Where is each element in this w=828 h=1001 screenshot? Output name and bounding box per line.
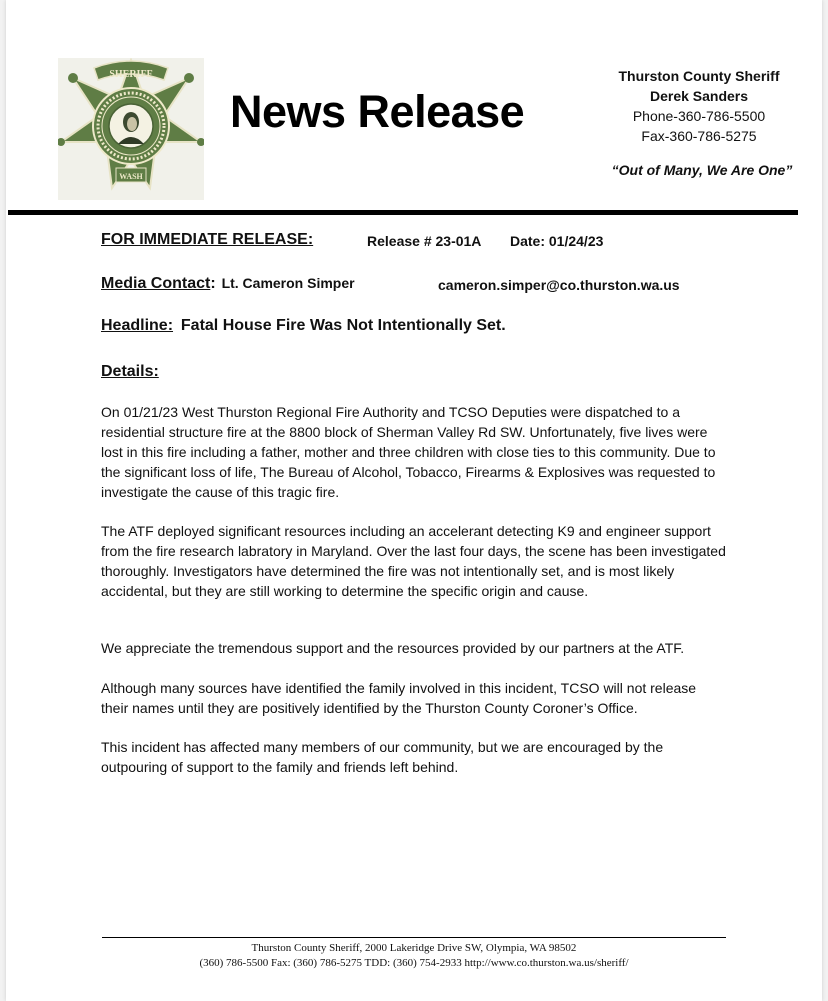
details-heading: Details: bbox=[101, 363, 159, 380]
details-paragraph-5: This incident has affected many members of our community, but we are encouraged by the outpouring of support to the family and friends left behind. bbox=[101, 739, 664, 775]
details-paragraph-4: Although many sources have identified the family involved in this incident, TCSO will not release their names until they are positively identified by the Thurston County Coroner’s Office. bbox=[101, 680, 697, 716]
details-paragraph-1: On 01/21/23 West Thurston Regional Fire Authority and TCSO Deputies were dispatched to a residential structure fire at the 8800 block of Sherman Valley Rd SW. Unfortunately, five lives were lost in this fire including a father, mother and three children with close ties to this community. Due to the significant loss of life, The Bureau of Alcohol, Tobacco, Firearms & Explosives was requested to investigate the cause of this tragic fire. bbox=[101, 404, 716, 500]
media-contact-name: Lt. Cameron Simper bbox=[221, 275, 355, 291]
details-heading-wrap bbox=[101, 363, 159, 381]
sheriff-contact-block bbox=[594, 66, 804, 146]
sheriff-phone: Phone-360-786-5500 bbox=[632, 108, 766, 124]
release-label: FOR IMMEDIATE RELEASE: bbox=[101, 231, 314, 248]
footer bbox=[102, 941, 726, 971]
media-contact-label-wrap bbox=[101, 275, 355, 293]
badge-top-text: SHERIFF bbox=[109, 69, 153, 80]
sheriff-name: Derek Sanders bbox=[649, 88, 749, 104]
headline-label: Headline: bbox=[101, 317, 174, 334]
footer-address: Thurston County Sheriff, 2000 Lakeridge Drive SW, Olympia, WA 98502 bbox=[251, 942, 577, 954]
sheriff-fax: Fax-360-786-5275 bbox=[641, 128, 757, 144]
release-label-wrap bbox=[101, 231, 313, 249]
release-date: Date: 01/24/23 bbox=[510, 233, 604, 249]
details-paragraph-3: We appreciate the tremendous support and the resources provided by our partners at the ATF. bbox=[101, 640, 685, 656]
footer-contacts: (360) 786-5500 Fax: (360) 786-5275 TDD: (360) 754-2933 http://www.co.thurston.wa.us/sheriff/ bbox=[199, 957, 629, 969]
media-contact-colon: : bbox=[210, 275, 216, 292]
media-contact-email: cameron.simper@co.thurston.wa.us bbox=[438, 277, 680, 293]
media-contact-label: Media Contact bbox=[101, 275, 211, 292]
badge-bottom-text: WASH bbox=[119, 172, 143, 181]
sheriff-office: Thurston County Sheriff bbox=[618, 68, 780, 84]
page-title: News Release bbox=[230, 86, 525, 137]
header-divider bbox=[8, 210, 798, 215]
motto: “Out of Many, We Are One” bbox=[611, 162, 793, 178]
headline-text: Fatal House Fire Was Not Intentionally Set. bbox=[180, 317, 506, 334]
footer-divider bbox=[102, 937, 726, 938]
details-paragraph-2: The ATF deployed significant resources including an accelerant detecting K9 and engineer support from the fire research labratory in Maryland. Over the last four days, the scene has been investigated thoroughly. Investigators have determined the fire was not intentionally set, and is most likely accidental, but they are still working to determine the specific origin and cause. bbox=[101, 523, 726, 599]
release-number: Release # 23-01A bbox=[367, 233, 482, 249]
sheriff-badge-logo bbox=[58, 58, 204, 200]
headline-row bbox=[101, 317, 506, 335]
document-page bbox=[6, 0, 822, 1001]
